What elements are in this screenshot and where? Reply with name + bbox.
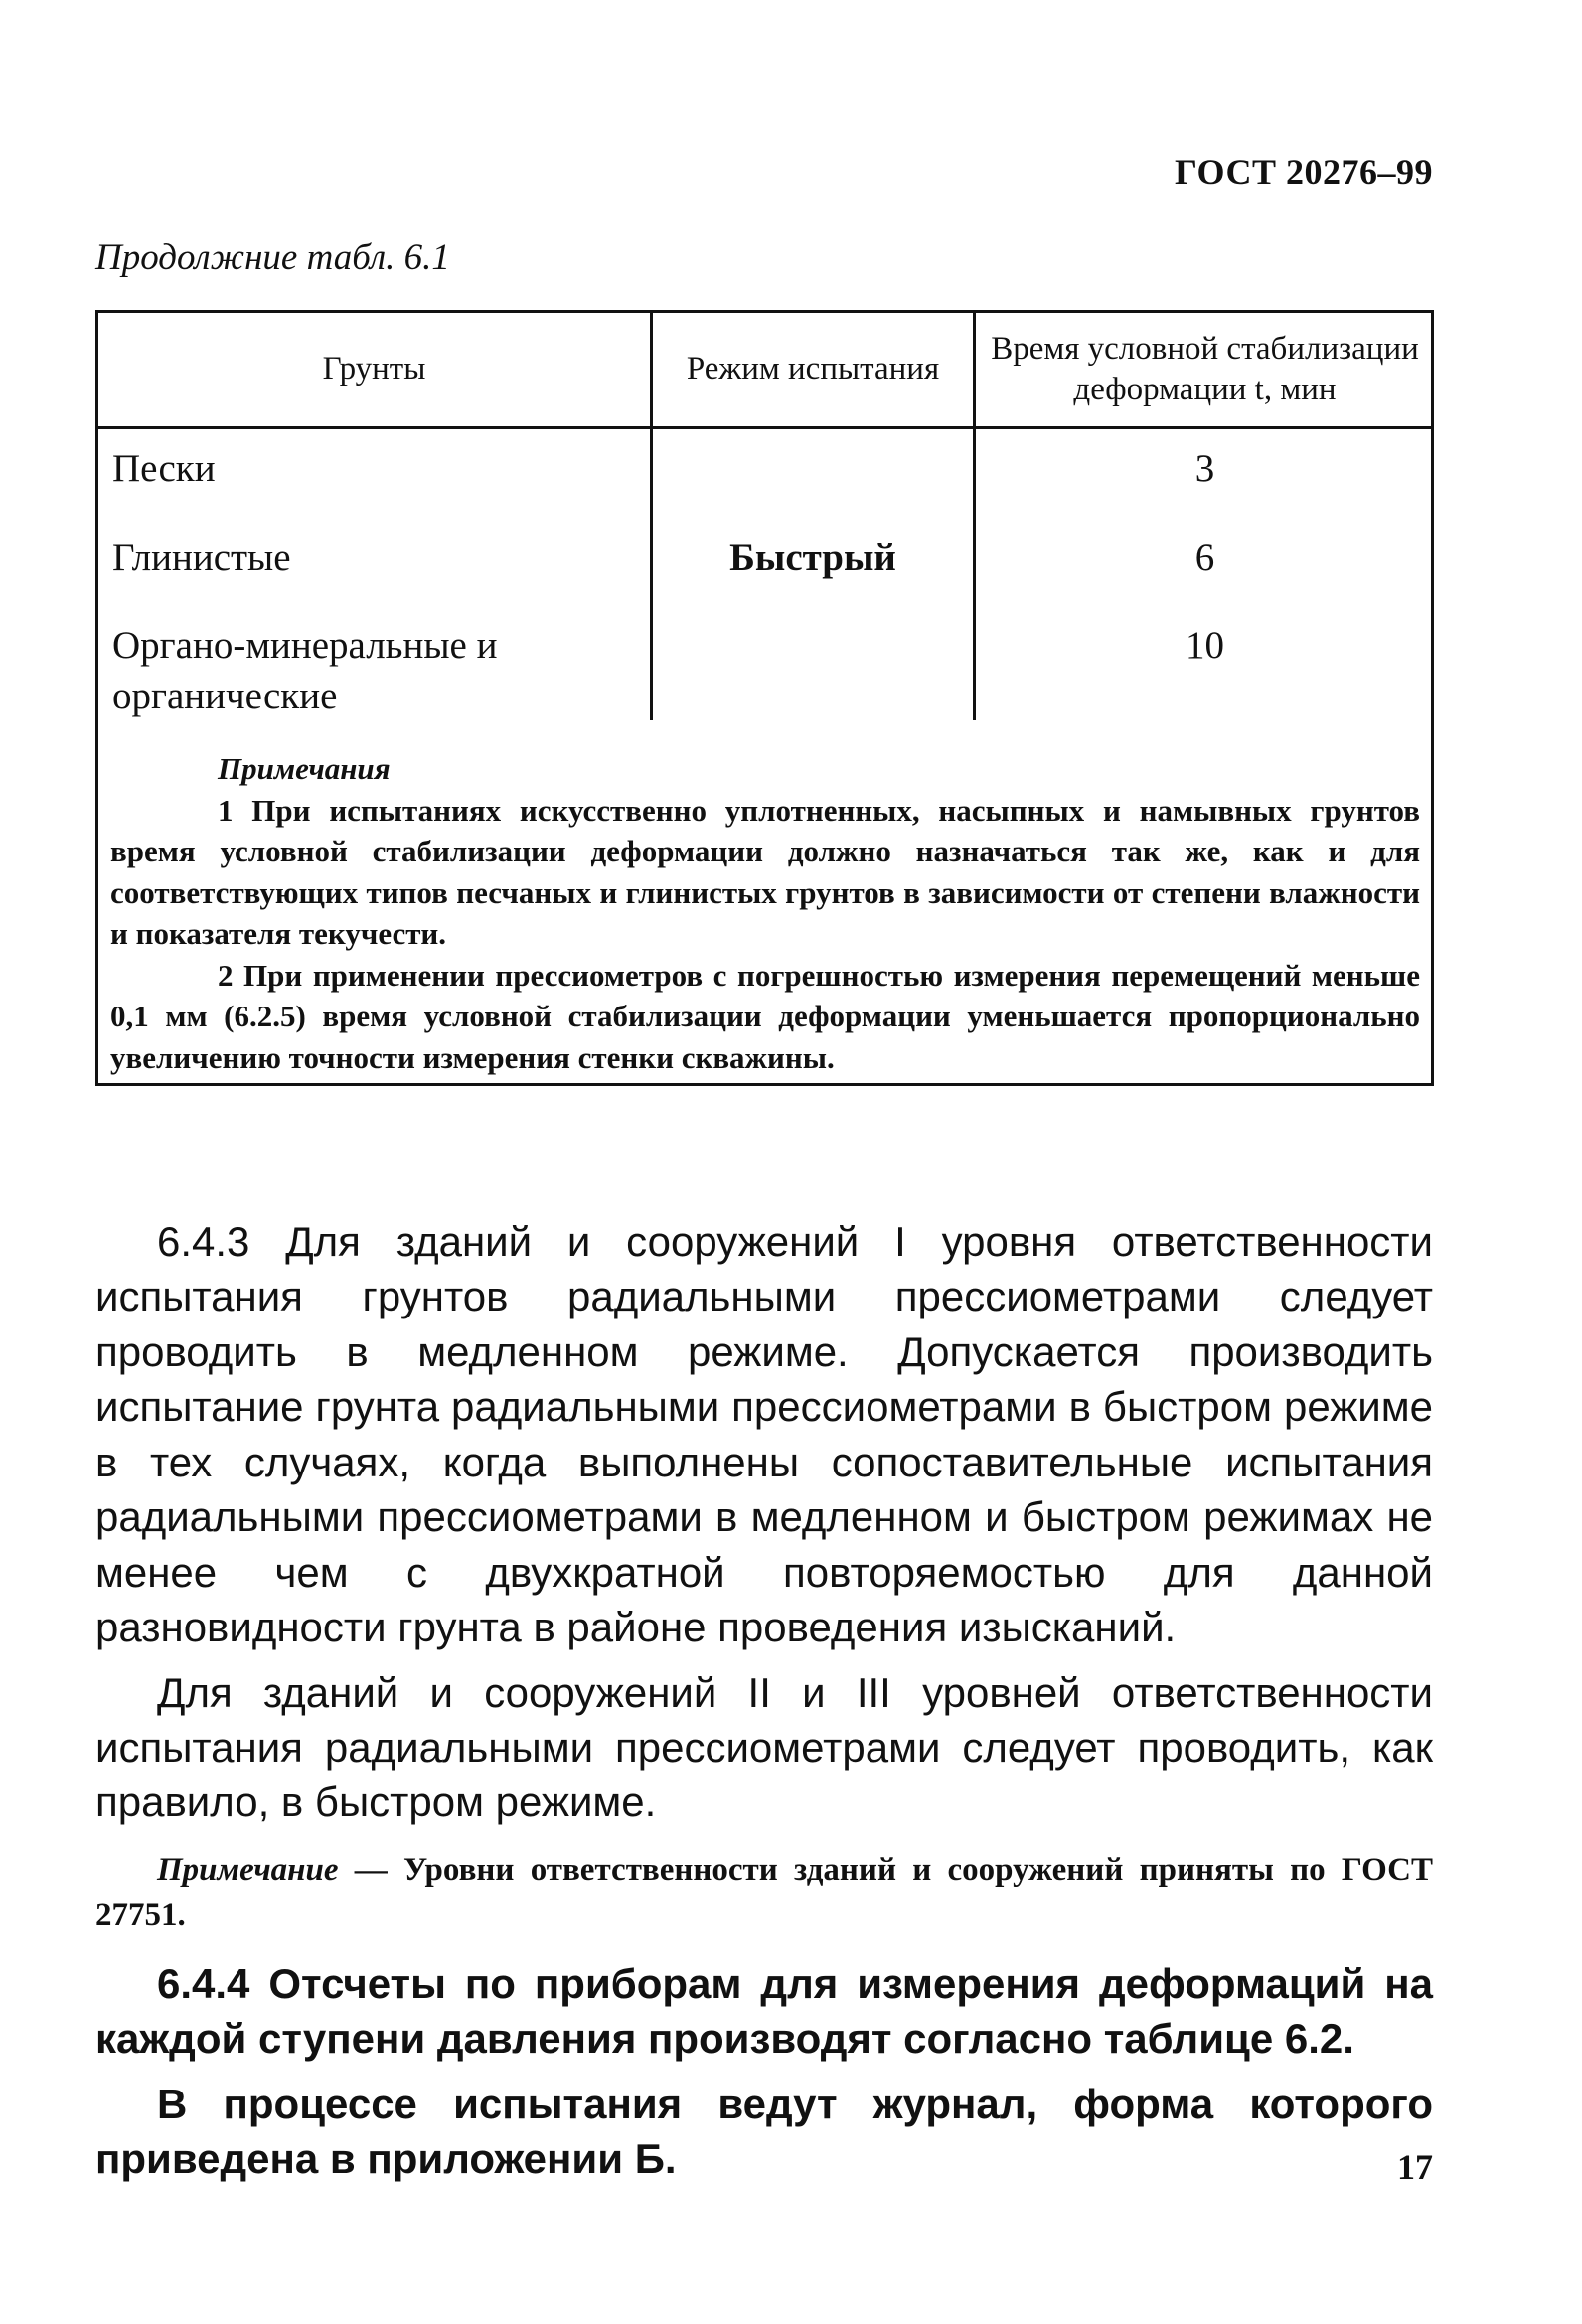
table-cell-time: 6 [1194, 537, 1215, 579]
table-cell-soil: Глинистые [112, 537, 291, 579]
table-cell-soil: Органо-минеральные и органические [112, 624, 498, 717]
document-code: ГОСТ 20276–99 [1175, 152, 1433, 192]
table-cell-time: 3 [1194, 447, 1215, 490]
table-6-1 [95, 310, 1434, 1086]
note-2: 2 При применении прессиометров с погрешностью измерения перемещений меньше 0,1 мм (6.2.5) время условной стабилизации деформации уменьшается пропорционально увеличению точности измерения стенки скважины. [110, 957, 1420, 1075]
note-label: Примечание [157, 1851, 339, 1888]
paragraph-6-4-3: 6.4.3 Для зданий и сооружений I уровня ответственности испытания грунтов радиальными прессиометрами следует проводить в медленном режиме. Допускается производить испытание грунта радиальными прессиометрами в быстром режиме в тех случаях, когда выполнены сопоставительные испытания радиальными прессиометрами в медленном и быстром режимах не менее чем с двухкратной повторяемостью для данной разновидности грунта в районе проведения изысканий. [95, 1218, 1433, 1651]
page-number: 17 [1397, 2147, 1433, 2187]
table-cell-mode: Быстрый [729, 537, 896, 579]
table-cell-time: 10 [1186, 624, 1224, 667]
body-text [95, 1214, 1433, 2197]
notes-title: Примечания [218, 751, 391, 786]
paragraph-journal: В процессе испытания ведут журнал, форма которого приведена в приложении Б. [95, 2080, 1433, 2183]
table-cell-soil: Пески [112, 447, 216, 490]
note-1: 1 При испытаниях искусственно уплотненных, насыпных и намывных грунтов время условной стабилизации деформации должно назначаться так же, как и для соответствующих типов песчаных и глинистых грунтов в зависимости от степени влажности и показателя текучести. [110, 792, 1420, 952]
note-text: — Уровни ответственности зданий и сооружений приняты по ГОСТ 27751. [95, 1851, 1433, 1934]
table-notes [110, 748, 1420, 1078]
header-divider [98, 426, 1431, 429]
column-header-mode: Режим испытания [686, 351, 940, 387]
column-header-time: Время условной стабилизации деформации t, мин [991, 330, 1419, 407]
body-note [95, 1848, 1433, 1938]
column-header-soils: Грунты [322, 351, 426, 387]
table-caption: Продолжние табл. 6.1 [95, 237, 450, 278]
paragraph-6-4-4: 6.4.4 Отсчеты по приборам для измерения деформаций на каждой ступени давления производят согласно таблице 6.2. [95, 1959, 1433, 2063]
paragraph-levels: Для зданий и сооружений II и III уровней ответственности испытания радиальными прессиометрами следует проводить, как правило, в быстром режиме. [95, 1668, 1433, 1826]
